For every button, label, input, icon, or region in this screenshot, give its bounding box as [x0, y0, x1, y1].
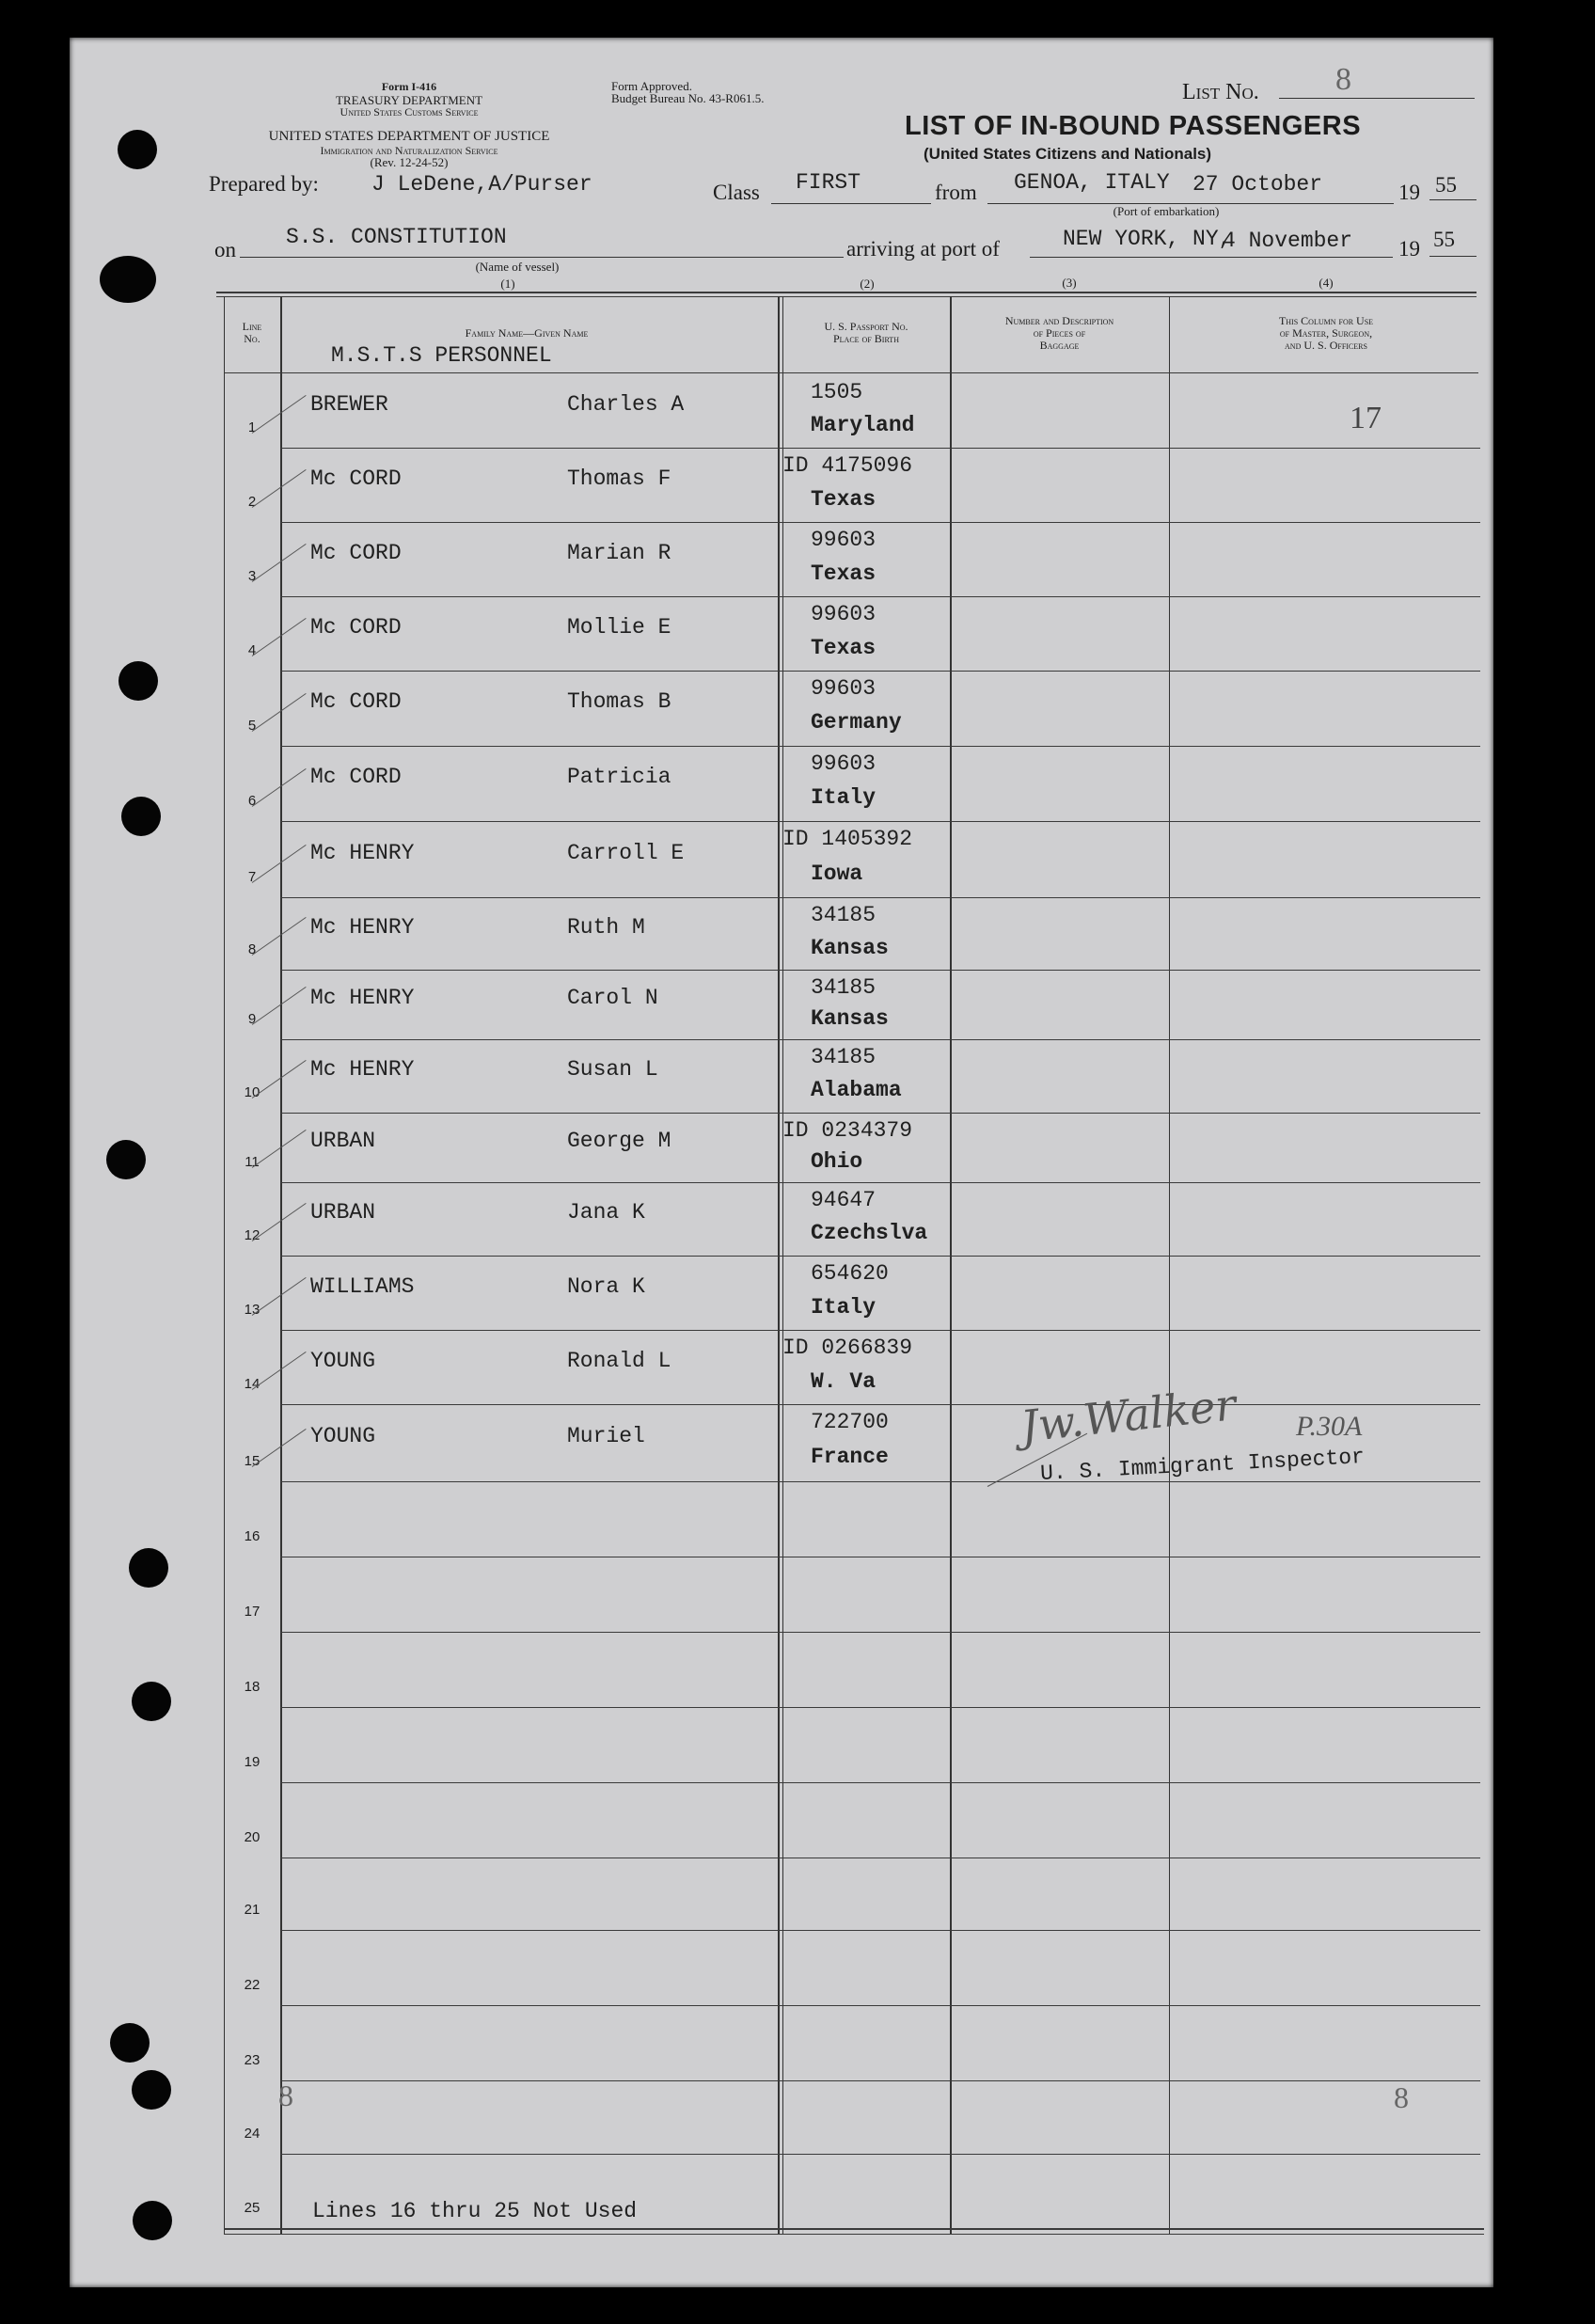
passport-number: 34185	[811, 903, 876, 927]
family-name: Mc HENRY	[310, 1057, 415, 1082]
line-number: 21	[244, 1902, 261, 1918]
line-number: 3	[247, 568, 257, 584]
table-row	[224, 1557, 1480, 1632]
given-name: Thomas B	[567, 689, 671, 714]
place-of-birth: France	[811, 1445, 889, 1469]
col-header-baggage: Number and Description of Pieces of Baggage	[1004, 314, 1114, 352]
table-row	[224, 596, 1480, 671]
col-number-4: (4)	[1319, 276, 1334, 290]
given-name: Ruth M	[567, 915, 645, 940]
treasury-department: TREASURY DEPARTMENT	[335, 93, 483, 107]
line-number: 13	[244, 1302, 261, 1318]
family-name: URBAN	[310, 1129, 376, 1153]
passport-number: ID 0234379	[782, 1118, 913, 1143]
place-of-birth: Maryland	[811, 413, 915, 437]
table-row	[224, 1330, 1480, 1404]
page-title: LIST OF IN-BOUND PASSENGERS	[905, 111, 1362, 141]
given-name: Nora K	[567, 1274, 645, 1299]
passport-number: 99603	[811, 528, 876, 552]
table-row	[224, 522, 1480, 596]
family-name: Mc CORD	[310, 466, 402, 491]
line-number: 5	[247, 718, 257, 734]
col-header-officers: This Column for Use of Master, Surgeon, and U. S. Officers	[1278, 314, 1374, 352]
family-name: Mc CORD	[310, 541, 402, 565]
prepared-by-value: J LeDene,A/Purser	[371, 172, 592, 197]
arriving-label: arriving at port of	[846, 237, 1000, 261]
passport-number: ID 4175096	[782, 453, 913, 478]
place-of-birth: Iowa	[811, 862, 863, 886]
line-number: 17	[244, 1604, 261, 1620]
margin-mark-right: 8	[1394, 2080, 1409, 2114]
place-of-birth: W. Va	[811, 1369, 876, 1394]
officers-note-17: 17	[1350, 401, 1382, 435]
punch-hole-icon	[118, 130, 157, 169]
departure-year-prefix: 19	[1398, 181, 1420, 204]
given-name: Jana K	[567, 1200, 645, 1225]
table-row	[224, 746, 1480, 821]
family-name: WILLIAMS	[310, 1274, 415, 1299]
table-row	[224, 448, 1480, 522]
line-number: 6	[247, 793, 257, 809]
place-of-birth: Alabama	[811, 1078, 902, 1102]
line-number: 20	[244, 1829, 261, 1845]
punch-hole-icon	[133, 2201, 172, 2240]
table-row	[224, 897, 1480, 970]
list-no-value: 8	[1335, 62, 1351, 97]
place-of-birth: Italy	[811, 1295, 876, 1320]
line-number: 19	[244, 1754, 261, 1770]
table-row	[224, 1039, 1480, 1113]
place-of-birth: Czechslva	[811, 1221, 928, 1245]
budget-bureau: Budget Bureau No. 43-R061.5.	[611, 91, 765, 105]
class-value: FIRST	[796, 170, 861, 195]
margin-mark-left: 8	[278, 2079, 293, 2112]
line-number: 12	[244, 1227, 261, 1243]
table-row	[224, 970, 1480, 1039]
line-number: 22	[244, 1977, 261, 1993]
punch-hole-icon	[110, 2023, 150, 2063]
departure-year: 55	[1435, 173, 1457, 197]
passport-number: ID 1405392	[782, 827, 913, 851]
given-name: Patricia	[567, 765, 671, 789]
place-of-birth: Texas	[811, 636, 876, 660]
revision: (Rev. 12-24-52)	[370, 155, 449, 169]
family-name: URBAN	[310, 1200, 376, 1225]
from-port: GENOA, ITALY	[1014, 170, 1170, 195]
line-number: 2	[247, 494, 257, 510]
col-number-2: (2)	[860, 277, 875, 291]
page-subtitle: (United States Citizens and Nationals)	[924, 145, 1212, 163]
punch-hole-icon	[121, 797, 161, 836]
passport-number: 722700	[811, 1410, 889, 1434]
table-row	[224, 1782, 1480, 1858]
col-header-passport: U. S. Passport No. Place of Birth	[824, 320, 908, 345]
line-number: 1	[247, 419, 257, 435]
line-number: 9	[247, 1011, 257, 1027]
table-row	[224, 1632, 1480, 1707]
immigration-service: Immigration and Naturalization Service	[320, 144, 498, 157]
inspector-title: U. S. Immigrant Inspector	[1039, 1444, 1366, 1487]
given-name: Susan L	[567, 1057, 658, 1082]
punch-hole-icon	[132, 2070, 171, 2110]
line-number: 23	[244, 2052, 261, 2068]
table-row	[224, 1182, 1480, 1256]
line-number: 18	[244, 1679, 261, 1695]
place-of-birth: Germany	[811, 710, 902, 735]
personnel-group: M.S.T.S PERSONNEL	[331, 343, 552, 368]
table-row	[224, 1930, 1480, 2005]
departure-date: 27 October	[1192, 172, 1323, 197]
passport-number: 34185	[811, 1045, 876, 1069]
line-number: 10	[244, 1084, 261, 1100]
given-name: Charles A	[567, 392, 685, 417]
form-approved: Form Approved.	[611, 79, 692, 93]
family-name: Mc CORD	[310, 689, 402, 714]
line-number: 16	[244, 1528, 261, 1544]
prepared-by-label: Prepared by:	[209, 172, 319, 196]
lines-not-used-note: Lines 16 thru 25 Not Used	[312, 2199, 638, 2223]
inspector-initials: P.30A	[1296, 1411, 1363, 1442]
arrival-date: 4 November	[1223, 229, 1353, 253]
line-number: 25	[244, 2200, 261, 2216]
given-name: Muriel	[567, 1424, 645, 1448]
line-number: 4	[247, 642, 257, 658]
passport-number: 99603	[811, 751, 876, 776]
given-name: Thomas F	[567, 466, 671, 491]
family-name: Mc CORD	[310, 615, 402, 640]
passport-number: 94647	[811, 1188, 876, 1212]
arrival-year-prefix: 19	[1398, 237, 1420, 261]
family-name: YOUNG	[310, 1424, 376, 1448]
vessel-name: S.S. CONSTITUTION	[286, 225, 507, 249]
port-caption: (Port of embarkation)	[1113, 204, 1220, 218]
table-row	[224, 1113, 1480, 1182]
table-row	[224, 374, 1480, 448]
form-number: Form I-416	[381, 80, 437, 93]
table-row	[224, 2080, 1480, 2154]
place-of-birth: Ohio	[811, 1149, 863, 1174]
col-number-1: (1)	[500, 277, 515, 291]
passport-number: 99603	[811, 602, 876, 626]
list-no-label: List No.	[1182, 80, 1259, 104]
punch-hole-icon	[100, 256, 156, 303]
place-of-birth: Texas	[811, 487, 876, 512]
line-number: 11	[245, 1154, 260, 1170]
given-name: Carroll E	[567, 841, 685, 865]
from-label: from	[935, 181, 977, 204]
table-row	[224, 1707, 1480, 1782]
family-name: Mc HENRY	[310, 986, 415, 1010]
family-name: YOUNG	[310, 1349, 376, 1373]
given-name: George M	[567, 1129, 671, 1153]
line-number: 14	[244, 1376, 261, 1392]
family-name: Mc HENRY	[310, 915, 415, 940]
passport-number: 1505	[811, 380, 863, 404]
customs-service: United States Customs Service	[340, 105, 479, 119]
place-of-birth: Kansas	[811, 1006, 889, 1031]
table-row	[224, 1858, 1480, 1930]
table-row	[224, 671, 1480, 746]
dept-of-justice: UNITED STATES DEPARTMENT OF JUSTICE	[268, 129, 550, 144]
given-name: Ronald L	[567, 1349, 671, 1373]
class-label: Class	[713, 181, 760, 204]
line-number: 15	[244, 1453, 261, 1469]
place-of-birth: Italy	[811, 785, 876, 810]
table-row	[224, 2005, 1480, 2080]
passport-number: 99603	[811, 676, 876, 701]
passport-number: 654620	[811, 1261, 889, 1286]
passport-number: 34185	[811, 975, 876, 1000]
col-number-3: (3)	[1062, 276, 1077, 290]
family-name: BREWER	[310, 392, 388, 417]
place-of-birth: Kansas	[811, 936, 889, 960]
on-label: on	[214, 238, 236, 261]
punch-hole-icon	[129, 1548, 168, 1588]
passport-number: ID 0266839	[782, 1336, 913, 1360]
given-name: Mollie E	[567, 615, 671, 640]
line-number: 24	[244, 2126, 261, 2142]
col-header-line-no: Line No.	[242, 320, 262, 345]
place-of-birth: Texas	[811, 561, 876, 586]
given-name: Marian R	[567, 541, 671, 565]
family-name: Mc CORD	[310, 765, 402, 789]
inspector-signature: Jw.​Walker	[1018, 1379, 1239, 1452]
family-name: Mc HENRY	[310, 841, 415, 865]
line-number: 7	[247, 869, 257, 885]
arrival-port: NEW YORK, NY,	[1063, 227, 1232, 251]
punch-hole-icon	[132, 1682, 171, 1721]
table-row	[224, 1481, 1480, 1557]
vessel-caption: (Name of vessel)	[475, 260, 560, 274]
table-row	[224, 821, 1480, 897]
punch-hole-icon	[106, 1140, 146, 1179]
given-name: Carol N	[567, 986, 658, 1010]
punch-hole-icon	[118, 661, 158, 701]
table-row	[224, 1256, 1480, 1330]
col-header-name: Family Name—Given Name	[465, 326, 589, 340]
arrival-year: 55	[1433, 228, 1455, 251]
line-number: 8	[247, 941, 257, 957]
